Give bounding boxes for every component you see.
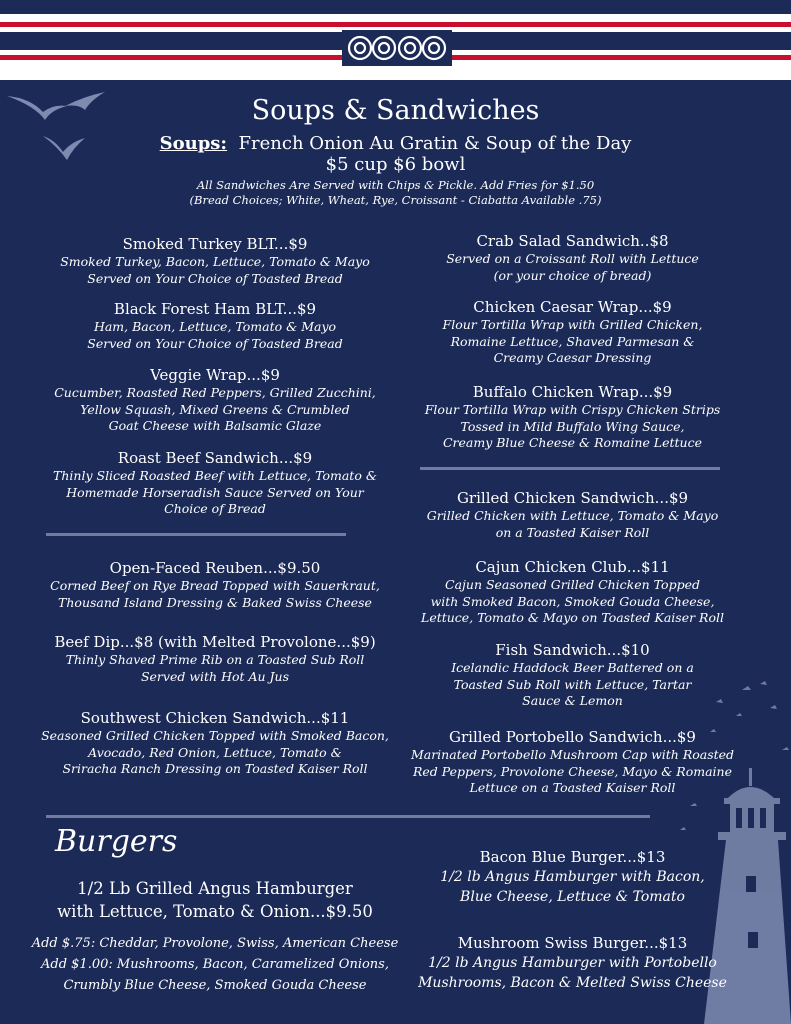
menu-item	[395, 231, 750, 284]
item-name: Chicken Caesar Wrap...$9	[473, 298, 672, 316]
item-name: Black Forest Ham BLT...$9	[113, 300, 317, 318]
item-desc: Thinly Shaved Prime Rib on a Toasted Sub Roll Served with Hot Au Jus	[65, 652, 365, 684]
item-name: Grilled Portobello Sandwich...$9	[449, 728, 696, 746]
burgers-heading: Burgers	[55, 824, 178, 859]
item-desc: Flour Tortilla Wrap with Grilled Chicken, Romaine Lettuce, Shaved Parmesan & Creamy Caesar Dressing	[442, 317, 703, 365]
item-desc: 1/2 lb Angus Hamburger with Portobello Mushrooms, Bacon & Melted Swiss Cheese	[418, 955, 727, 991]
menu-item	[395, 382, 750, 452]
item-desc: Smoked Turkey, Bacon, Lettuce, Tomato & Mayo Served on Your Choice of Toasted Bread	[60, 254, 370, 286]
item-name: Cajun Chicken Club...$11	[475, 558, 670, 576]
item-name: Southwest Chicken Sandwich...$11	[80, 709, 350, 727]
page-title: Soups & Sandwiches	[251, 95, 540, 126]
soups-label: Soups:	[159, 133, 228, 154]
menu-item	[20, 708, 410, 778]
item-desc: 1/2 lb Angus Hamburger with Bacon, Blue Cheese, Lettuce & Tomato	[440, 869, 705, 905]
item-desc: Thinly Sliced Roasted Beef with Lettuce, Tomato & Homemade Horseradish Sauce Served on Your Choice of Bread	[53, 468, 377, 516]
burgers-divider	[46, 815, 650, 818]
soups-text: French Onion Au Gratin & Soup of the Day	[238, 133, 632, 154]
item-name: Open-Faced Reuben...$9.50	[109, 559, 321, 577]
item-desc: Cucumber, Roasted Red Peppers, Grilled Zucchini, Yellow Squash, Mixed Greens & Crumbled Goat Cheese with Balsamic Glaze	[54, 385, 376, 433]
item-name: Smoked Turkey BLT...$9	[122, 235, 308, 253]
rope-knot-icon	[342, 30, 452, 66]
item-name: Bacon Blue Burger...$13	[479, 848, 666, 866]
burger-main-line-2: with Lettuce, Tomato & Onion...$9.50	[57, 902, 373, 921]
item-desc: Ham, Bacon, Lettuce, Tomato & Mayo Served on Your Choice of Toasted Bread	[87, 319, 343, 351]
item-desc: Served on a Croissant Roll with Lettuce (or your choice of bread)	[446, 251, 699, 283]
soups-price: $5 cup $6 bowl	[325, 154, 466, 175]
item-desc: Icelandic Haddock Beer Battered on a Toasted Sub Roll with Lettuce, Tartar Sauce & Lemon	[451, 660, 694, 708]
menu-item	[395, 557, 750, 627]
item-name: Crab Salad Sandwich..$8	[476, 232, 669, 250]
menu-item	[20, 448, 410, 518]
divider	[46, 533, 346, 536]
item-name: Roast Beef Sandwich...$9	[117, 449, 313, 467]
item-desc: Corned Beef on Rye Bread Topped with Sauerkraut, Thousand Island Dressing & Baked Swiss Cheese	[50, 578, 380, 610]
menu-item	[395, 847, 750, 907]
menu-item	[395, 488, 750, 541]
soups-block	[0, 133, 791, 175]
note-line-1: All Sandwiches Are Served with Chips & Pickle. Add Fries for $1.50	[196, 178, 595, 192]
item-desc: Cajun Seasoned Grilled Chicken Topped with Smoked Bacon, Smoked Gouda Cheese, Lettuce, Tomato & Mayo on Toasted Kaiser Roll	[421, 577, 724, 625]
menu-item	[395, 297, 750, 367]
burger-main-line-1: 1/2 Lb Grilled Angus Hamburger	[77, 879, 353, 898]
item-desc: Seasoned Grilled Chicken Topped with Smoked Bacon, Avocado, Red Onion, Lettuce, Tomato & Sriracha Ranch Dressing on Toasted Kaiser Roll	[41, 728, 389, 776]
item-desc: Marinated Portobello Mushroom Cap with Roasted Red Peppers, Provolone Cheese, Mayo & Romaine Lettuce on a Toasted Kaiser Roll	[410, 747, 735, 795]
item-name: Buffalo Chicken Wrap...$9	[472, 383, 673, 401]
menu-item	[395, 933, 750, 993]
item-desc: Grilled Chicken with Lettuce, Tomato & Mayo on a Toasted Kaiser Roll	[426, 508, 719, 540]
burger-add-ons: Add $.75: Cheddar, Provolone, Swiss, American Cheese Add $1.00: Mushrooms, Bacon, Caramelized Onions, Crumbly Blue Cheese, Smoked Gouda Cheese	[31, 936, 399, 993]
burger-main-item	[20, 877, 410, 923]
item-desc: Flour Tortilla Wrap with Crispy Chicken Strips Tossed in Mild Buffalo Wing Sauce, Creamy Blue Cheese & Romaine Lettuce	[424, 402, 721, 450]
item-name: Grilled Chicken Sandwich...$9	[456, 489, 689, 507]
item-name: Fish Sandwich...$10	[495, 641, 650, 659]
item-name: Mushroom Swiss Burger...$13	[457, 934, 688, 952]
item-name: Veggie Wrap...$9	[150, 366, 280, 384]
menu-item	[20, 632, 410, 685]
menu-item	[20, 558, 410, 611]
divider	[420, 467, 720, 470]
menu-item	[20, 299, 410, 352]
menu-item	[20, 365, 410, 435]
note-line-2: (Bread Choices; White, Wheat, Rye, Croissant - Ciabatta Available .75)	[189, 193, 602, 207]
item-name: Beef Dip...$8 (with Melted Provolone...$9)	[54, 633, 376, 651]
sandwich-note	[0, 178, 791, 208]
menu-item	[20, 234, 410, 287]
